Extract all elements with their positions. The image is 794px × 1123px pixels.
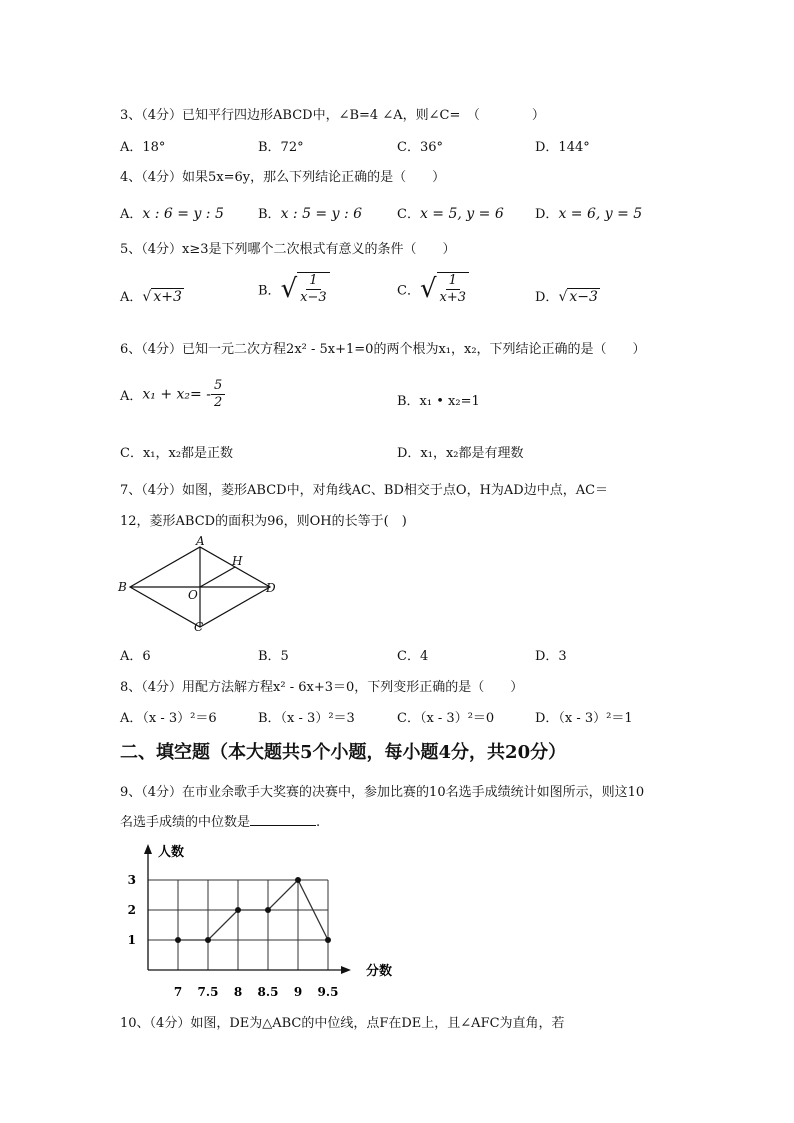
label-a: A xyxy=(196,534,205,548)
x-axis-label: 分数 xyxy=(366,964,393,979)
answer-blank xyxy=(250,813,316,826)
data-point xyxy=(295,877,301,883)
x-tick-label: 7 xyxy=(173,985,183,999)
data-point xyxy=(205,937,211,943)
y-axis-label: 人数 xyxy=(158,845,185,860)
q3-option-a: A．18° xyxy=(120,140,166,155)
label-h: H xyxy=(232,554,243,568)
question-9-stem-line1: 9、（4分）在市业余歌手大奖赛的决赛中，参加比赛的10名选手成绩统计如图所示，则这10 xyxy=(120,785,645,800)
q4-option-b: B．x : 5 = y : 6 xyxy=(258,206,363,222)
section-2-title: 二、填空题（本大题共5个小题，每小题4分，共20分） xyxy=(120,742,567,763)
q3-option-b: B．72° xyxy=(258,140,304,155)
x-axis-arrow xyxy=(341,966,351,974)
x-tick-label: 7.5 xyxy=(197,985,219,999)
question-6-stem: 6、（4分）已知一元二次方程2x² - 5x+1=0的两个根为x₁，x₂，下列结论正确的是（ ） xyxy=(120,342,646,357)
question-5-stem: 5、（4分）x≥3是下列哪个二次根式有意义的条件（ ） xyxy=(120,242,456,257)
q4-option-c: C．x = 5, y = 6 xyxy=(397,206,504,222)
data-point xyxy=(325,937,331,943)
score-line-chart xyxy=(118,840,393,1000)
label-o: O xyxy=(188,588,198,602)
q4-option-d: D．x = 6, y = 5 xyxy=(535,206,643,222)
question-8-stem: 8、（4分）用配方法解方程x² - 6x+3＝0，下列变形正确的是（ ） xyxy=(120,680,524,695)
data-point xyxy=(265,907,271,913)
x-tick-label: 8.5 xyxy=(257,985,279,999)
q3-option-d: D．144° xyxy=(535,140,590,155)
x-tick-label: 8 xyxy=(233,985,243,999)
q5-option-d: D．√ x−3 xyxy=(535,289,598,305)
q6-option-b: B．x₁ • x₂=1 xyxy=(397,394,480,409)
y-axis-arrow xyxy=(144,844,152,854)
question-10-stem: 10、（4分）如图，DE为△ABC的中位线，点F在DE上，且∠AFC为直角，若 xyxy=(120,1016,565,1031)
label-d: D xyxy=(266,581,276,595)
q6-option-a: A．x₁ + x₂= - $\frac{5}{2}$ xyxy=(120,378,225,411)
label-b: B xyxy=(118,580,127,594)
q8-option-b: B．（x - 3）²＝3 xyxy=(258,711,355,726)
q8-option-a: A．（x - 3）²＝6 xyxy=(120,711,217,726)
y-tick-label: 1 xyxy=(127,933,136,947)
q7-option-a: A．6 xyxy=(120,649,151,664)
y-tick-label: 3 xyxy=(127,873,136,887)
q6-option-c: C．x₁，x₂都是正数 xyxy=(120,446,234,461)
question-9-stem-line2: 名选手成绩的中位数是 . xyxy=(120,815,321,830)
q3-option-c: C．36° xyxy=(397,140,443,155)
q5-option-b: B．√ $\frac{1}{x-3}$ xyxy=(258,272,330,306)
question-7-stem-line2: 12，菱形ABCD的面积为96，则OH的长等于( ) xyxy=(120,514,407,529)
question-7-stem-line1: 7、（4分）如图，菱形ABCD中，对角线AC、BD相交于点O，H为AD边中点，AC＝ xyxy=(120,483,609,498)
rhombus-figure xyxy=(114,535,284,635)
y-tick-label: 2 xyxy=(127,903,136,917)
data-point xyxy=(235,907,241,913)
x-tick-label: 9.5 xyxy=(317,985,339,999)
label-c: C xyxy=(194,620,204,634)
q8-option-d: D．（x - 3）²＝1 xyxy=(535,711,633,726)
q4-option-a: A．x : 6 = y : 5 xyxy=(120,206,224,222)
q7-option-b: B．5 xyxy=(258,649,289,664)
q7-option-d: D．3 xyxy=(535,649,567,664)
q7-option-c: C．4 xyxy=(397,649,429,664)
q5-option-a: A．√ x+3 xyxy=(120,289,182,305)
segment-oh xyxy=(200,567,235,587)
q6-option-d: D．x₁，x₂都是有理数 xyxy=(397,446,524,461)
q8-option-c: C．（x - 3）²＝0 xyxy=(397,711,495,726)
x-tick-label: 9 xyxy=(293,985,303,999)
q5-option-c: C．√ $\frac{1}{x+3}$ xyxy=(397,272,469,306)
question-4-stem: 4、（4分）如果5x=6y，那么下列结论正确的是（ ） xyxy=(120,170,446,185)
question-3-stem: 3、（4分）已知平行四边形ABCD中，∠B=4 ∠A，则∠C= （ ） xyxy=(120,108,545,123)
data-point xyxy=(175,937,181,943)
